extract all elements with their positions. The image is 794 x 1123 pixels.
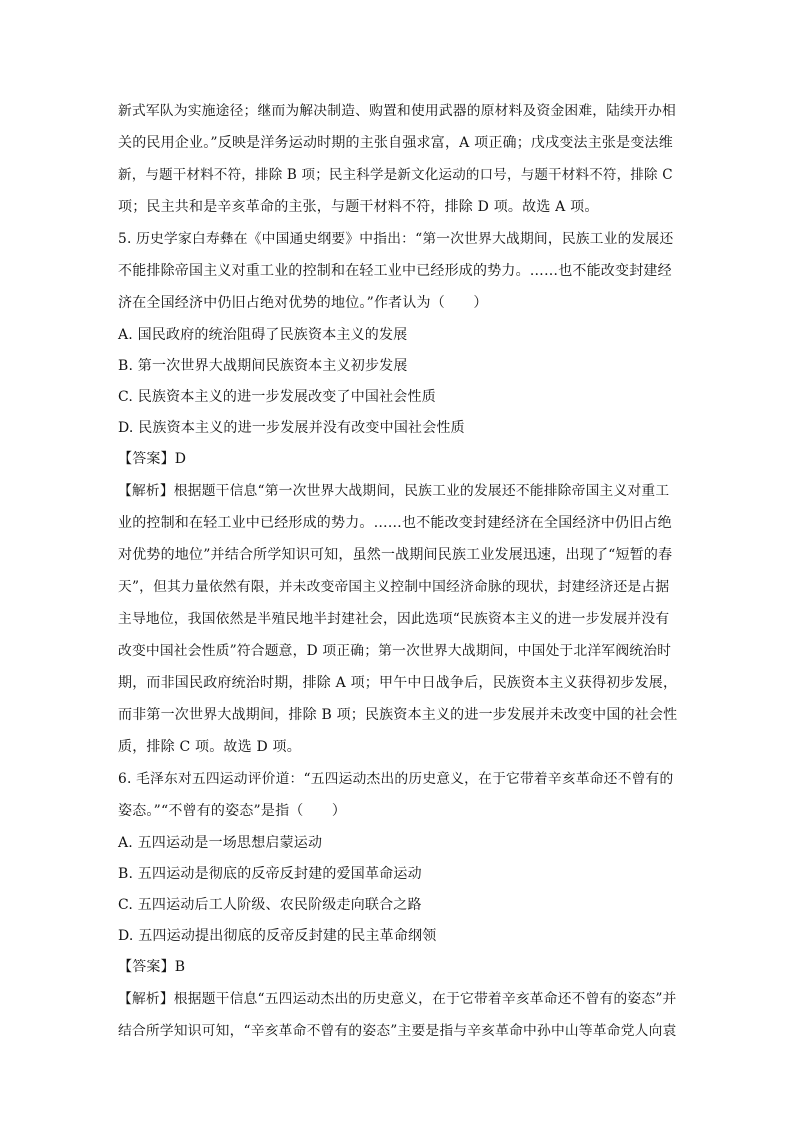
text-line: 不能排除帝国主义对重工业的控制和在轻工业中已经形成的势力。……也不能改变封建经 <box>118 263 672 279</box>
text-line: 姿态。”“不曾有的姿态”是指（ ） <box>118 803 347 819</box>
q6-analysis: 【解析】根据题干信息“五四运动杰出的历史意义，在于它带着辛亥革命还不曾有的姿态”并 <box>118 991 677 1007</box>
question-6-stem: 6. 毛泽东对五四运动评价道：“五四运动杰出的历史意义，在于它带着辛亥革命还不曾有的 <box>118 771 674 787</box>
text-line: 新式军队为实施途径；继而为解决制造、购置和使用武器的原材料及资金困难，陆续开办相 <box>118 103 677 119</box>
q5-answer: 【答案】D <box>118 451 187 467</box>
q6-option-d: D. 五四运动提出彻底的反帝反封建的民主革命纲领 <box>118 928 437 944</box>
text-line: 结合所学知识可知，“辛亥革命不曾有的姿态”主要是指与辛亥革命中孙中山等革命党人向袁 <box>118 1023 677 1039</box>
text-line: 天”，但其力量依然有限，并未改变帝国主义控制中国经济命脉的现状，封建经济还是占据 <box>118 579 670 595</box>
q6-answer: 【答案】B <box>118 959 186 975</box>
text-line: 济在全国经济中仍旧占绝对优势的地位。”作者认为（ ） <box>118 295 488 311</box>
q5-option-c: C. 民族资本主义的进一步发展改变了中国社会性质 <box>118 389 436 405</box>
text-line: 对优势的地位”并结合所学知识可知，虽然一战期间民族工业发展迅速，出现了“短暂的春 <box>118 547 673 563</box>
q6-option-a: A. 五四运动是一场思想启蒙运动 <box>118 835 323 851</box>
q5-option-d: D. 民族资本主义的进一步发展并没有改变中国社会性质 <box>118 420 465 436</box>
question-5-stem: 5. 历史学家白寿彝在《中国通史纲要》中指出：“第一次世界大战期间，民族工业的发展还 <box>118 231 674 247</box>
text-line: 关的民用企业。”反映是洋务运动时期的主张自强求富，A 项正确；戊戌变法主张是变法维 <box>118 135 673 151</box>
text-line: 新，与题干材料不符，排除 B 项；民主科学是新文化运动的口号，与题干材料不符，排除 C <box>118 167 673 183</box>
q5-analysis: 【解析】根据题干信息“第一次世界大战期间，民族工业的发展还不能排除帝国主义对重工 <box>118 483 670 499</box>
text-line: 业的控制和在轻工业中已经形成的势力。……也不能改变封建经济在全国经济中仍旧占绝 <box>118 515 672 531</box>
text-line: 而非第一次世界大战期间，排除 B 项；民族资本主义的进一步发展并未改变中国的社会性 <box>118 707 678 723</box>
q5-option-b: B. 第一次世界大战期间民族资本主义初步发展 <box>118 358 408 374</box>
text-line: 项；民主共和是辛亥革命的主张，与题干材料不符，排除 D 项。故选 A 项。 <box>118 199 599 215</box>
text-line: 期，而非国民政府统治时期，排除 A 项；甲午中日战争后，民族资本主义获得初步发展， <box>118 675 678 691</box>
text-line: 改变中国社会性质”符合题意，D 项正确；第一次世界大战期间，中国处于北洋军阀统治时 <box>118 643 672 659</box>
text-line: 主导地位，我国依然是半殖民地半封建社会，因此选项“民族资本主义的进一步发展并没有 <box>118 611 670 627</box>
text-line: 质，排除 C 项。故选 D 项。 <box>118 739 301 755</box>
q5-option-a: A. 国民政府的统治阻碍了民族资本主义的发展 <box>118 327 408 343</box>
q6-option-c: C. 五四运动后工人阶级、农民阶级走向联合之路 <box>118 897 422 913</box>
q6-option-b: B. 五四运动是彻底的反帝反封建的爱国革命运动 <box>118 866 422 882</box>
